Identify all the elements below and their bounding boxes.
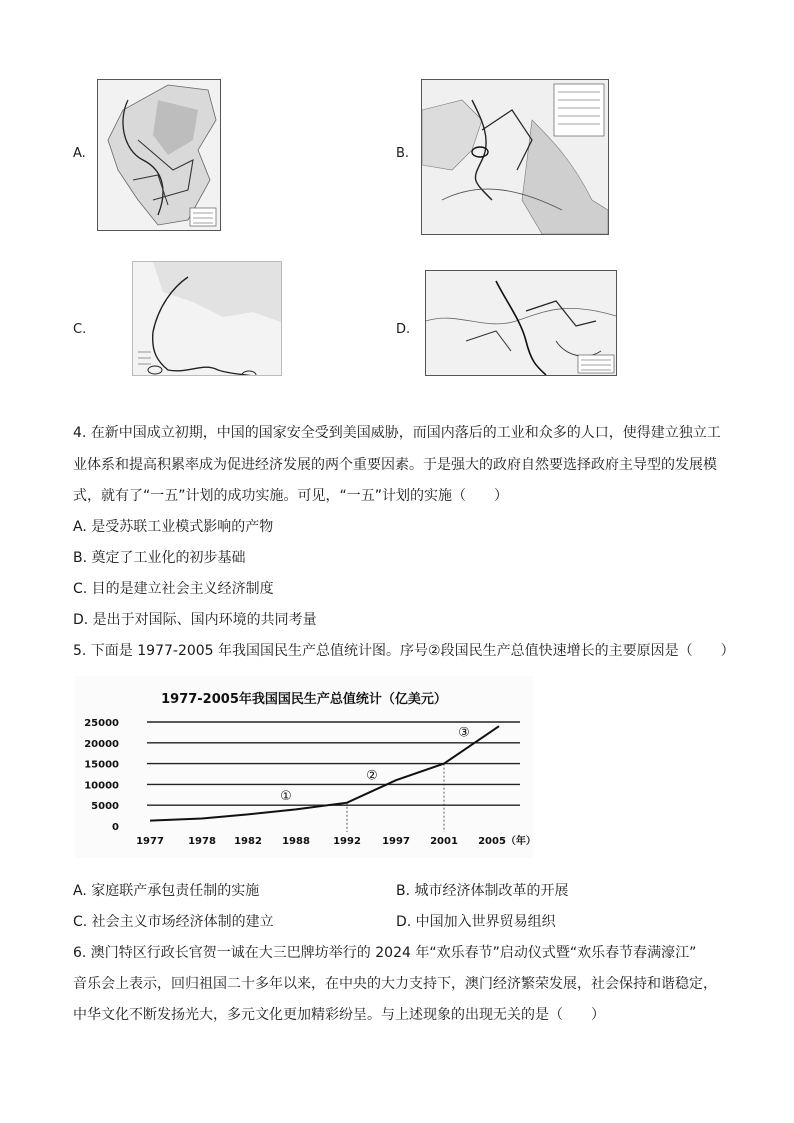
map-a-graphic: [98, 80, 220, 230]
q4-stem-line-1: 4. 在新中国成立初期，中国的国家安全受到美国威胁，而国内落后的工业和众多的人口，使得建立独立工: [73, 425, 721, 441]
segment-annotation-3: ③: [458, 725, 470, 741]
chart-title: 1977-2005年我国国民生产总值统计（亿美元）: [161, 692, 447, 707]
gnp-chart-svg: [75, 676, 533, 858]
map-d-graphic: [426, 271, 616, 375]
segment-annotation-2: ②: [366, 768, 378, 784]
x-tick-label: 1997: [382, 836, 410, 847]
map-option-c: [132, 261, 282, 376]
map-c-graphic: [133, 262, 281, 375]
y-tick-label: 10000: [84, 780, 119, 792]
option-c-label: C.: [73, 322, 87, 337]
map-option-d: [425, 270, 617, 376]
q4-stem-line-3: 式，就有了“一五”计划的成功实施。可见，“一五”计划的实施（ ）: [73, 488, 509, 504]
y-tick-label: 20000: [84, 738, 119, 750]
q4-option-d[interactable]: D. 是出于对国际、国内环境的共同考量: [73, 612, 317, 628]
x-tick-label: 1977: [136, 836, 164, 847]
map-option-b: [421, 79, 609, 235]
q4-option-a[interactable]: A. 是受苏联工业模式影响的产物: [73, 519, 274, 535]
option-d-label: D.: [396, 322, 411, 337]
gnp-series-line: [150, 726, 499, 820]
q5-option-d[interactable]: D. 中国加入世界贸易组织: [396, 914, 556, 930]
y-tick-label: 0: [112, 822, 119, 833]
x-tick-label: 1992: [333, 836, 361, 847]
x-tick-label: 2005（年）: [478, 836, 533, 847]
q6-stem-line-3: 中华文化不断发扬光大，多元文化更加精彩纷呈。与上述现象的出现无关的是（ ）: [73, 1007, 605, 1023]
q5-option-b[interactable]: B. 城市经济体制改革的开展: [396, 883, 569, 899]
map-option-a: [97, 79, 221, 231]
map-b-graphic: [422, 80, 608, 234]
segment-annotation-1: ①: [280, 789, 292, 805]
x-tick-label: 1978: [188, 836, 216, 847]
x-tick-label: 2001: [430, 836, 458, 847]
gnp-line-chart: [75, 676, 533, 858]
q6-stem-line-1: 6. 澳门特区行政长官贺一诚在大三巴牌坊举行的 2024 年“欢乐春节”启动仪式暨“欢乐春节春满濠江”: [73, 945, 697, 961]
x-tick-label: 1988: [282, 836, 310, 847]
q4-stem-line-2: 业体系和提高积累率成为促进经济发展的两个重要因素。于是强大的政府自然要选择政府主导型的发展模: [73, 457, 717, 473]
y-tick-label: 5000: [91, 801, 119, 813]
option-a-label: A.: [73, 146, 86, 161]
q5-stem: 5. 下面是 1977-2005 年我国国民生产总值统计图。序号②段国民生产总值快速增长的主要原因是（ ）: [73, 643, 735, 659]
q5-option-a[interactable]: A. 家庭联产承包责任制的实施: [73, 883, 260, 899]
q4-option-b[interactable]: B. 奠定了工业化的初步基础: [73, 550, 246, 566]
q4-option-c[interactable]: C. 目的是建立社会主义经济制度: [73, 581, 274, 597]
q6-stem-line-2: 音乐会上表示，回归祖国二十多年以来，在中央的大力支持下，澳门经济繁荣发展，社会保持和谐稳定，: [73, 976, 717, 992]
q5-option-c[interactable]: C. 社会主义市场经济体制的建立: [73, 914, 274, 930]
y-tick-label: 25000: [84, 718, 119, 729]
option-b-label: B.: [396, 146, 410, 161]
y-tick-label: 15000: [84, 759, 119, 771]
x-tick-label: 1982: [234, 836, 262, 847]
